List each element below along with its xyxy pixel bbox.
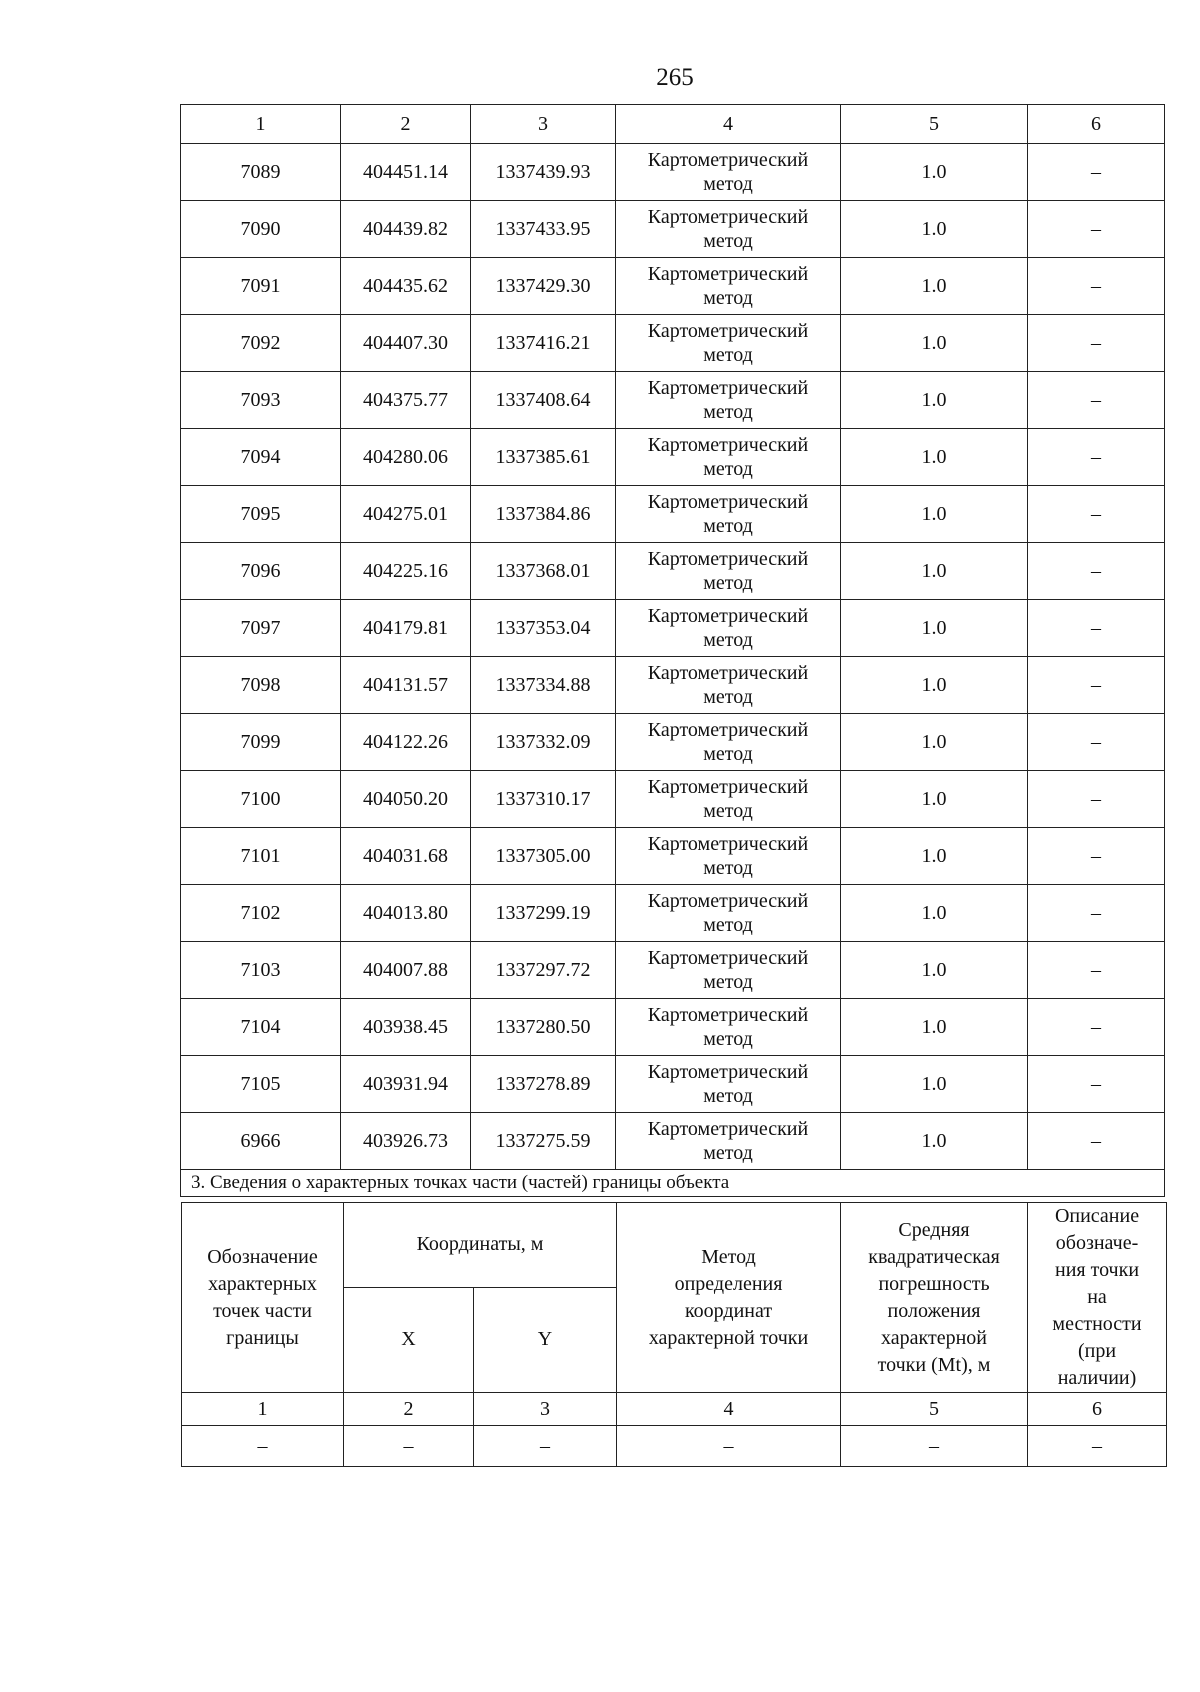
error-cell: 1.0	[841, 1056, 1028, 1113]
y-coordinate-cell: 1337368.01	[471, 543, 616, 600]
method-line: метод	[703, 743, 753, 765]
x-coordinate-cell: 403938.45	[341, 999, 471, 1056]
method-cell	[616, 999, 841, 1056]
boundary-points-table	[180, 104, 1165, 1197]
point-number-cell: 7089	[181, 144, 341, 201]
method-line: Картометрический	[647, 833, 809, 855]
method-line: Картометрический	[647, 1118, 809, 1140]
description-cell: –	[1028, 828, 1165, 885]
x-coordinate-cell: 404275.01	[341, 486, 471, 543]
header-description: Описание обозначе- ния точки на местности (при наличии)	[1028, 1203, 1167, 1393]
y-coordinate-cell: 1337299.19	[471, 885, 616, 942]
method-line: Картометрический	[647, 662, 809, 684]
column-number-row	[181, 105, 1165, 144]
method-line: Картометрический	[647, 206, 809, 228]
table-row	[181, 1056, 1165, 1113]
description-cell: –	[1028, 600, 1165, 657]
error-cell: 1.0	[841, 258, 1028, 315]
description-cell: –	[1028, 372, 1165, 429]
error-cell: 1.0	[841, 600, 1028, 657]
method-cell	[616, 885, 841, 942]
y-coordinate-cell: 1337385.61	[471, 429, 616, 486]
method-cell	[616, 657, 841, 714]
column-number: 4	[617, 1393, 841, 1426]
point-number-cell: 7091	[181, 258, 341, 315]
point-number-cell: 7100	[181, 771, 341, 828]
x-coordinate-cell: 404407.30	[341, 315, 471, 372]
x-coordinate-cell: 404122.26	[341, 714, 471, 771]
table-row	[181, 942, 1165, 999]
point-number-cell: 7098	[181, 657, 341, 714]
method-line: метод	[703, 344, 753, 366]
header-coord-x: X	[344, 1287, 474, 1392]
description-cell: –	[1028, 144, 1165, 201]
description-cell: –	[1028, 429, 1165, 486]
y-coordinate-cell: 1337433.95	[471, 201, 616, 258]
y-coordinate-cell: 1337416.21	[471, 315, 616, 372]
empty-data-row	[182, 1426, 1167, 1467]
method-line: метод	[703, 515, 753, 537]
error-cell: 1.0	[841, 144, 1028, 201]
point-number-cell: 7103	[181, 942, 341, 999]
section-title-row	[181, 1170, 1165, 1197]
column-number: 6	[1028, 1393, 1167, 1426]
column-number: 2	[344, 1393, 474, 1426]
error-cell: 1.0	[841, 543, 1028, 600]
method-cell	[616, 201, 841, 258]
error-cell: 1.0	[841, 1113, 1028, 1170]
header-method: Метод определения координат характерной точки	[617, 1203, 841, 1393]
column-number: 2	[341, 105, 471, 144]
table-row	[181, 657, 1165, 714]
header-coordinates: Координаты, м	[344, 1203, 617, 1288]
header-coord-y: Y	[474, 1287, 617, 1392]
page-number: 265	[656, 64, 694, 91]
description-cell: –	[1028, 1056, 1165, 1113]
method-line: метод	[703, 287, 753, 309]
table-row	[181, 486, 1165, 543]
description-cell: –	[1028, 771, 1165, 828]
part-boundary-points-table	[181, 1202, 1167, 1467]
method-cell	[616, 429, 841, 486]
method-cell	[616, 828, 841, 885]
table-row	[181, 315, 1165, 372]
method-line: Картометрический	[647, 491, 809, 513]
x-coordinate-cell: 404031.68	[341, 828, 471, 885]
y-coordinate-cell: 1337278.89	[471, 1056, 616, 1113]
x-coordinate-cell: 404050.20	[341, 771, 471, 828]
error-cell: 1.0	[841, 315, 1028, 372]
x-coordinate-cell: 403926.73	[341, 1113, 471, 1170]
description-cell: –	[1028, 942, 1165, 999]
x-coordinate-cell: 404451.14	[341, 144, 471, 201]
point-number-cell: 7099	[181, 714, 341, 771]
y-coordinate-cell: 1337332.09	[471, 714, 616, 771]
table-row	[181, 144, 1165, 201]
x-coordinate-cell: 404225.16	[341, 543, 471, 600]
point-number-cell: 6966	[181, 1113, 341, 1170]
error-cell: 1.0	[841, 486, 1028, 543]
description-cell: –	[1028, 1113, 1165, 1170]
method-cell	[616, 144, 841, 201]
table-cell: –	[344, 1426, 474, 1467]
table-row	[181, 201, 1165, 258]
method-line: метод	[703, 401, 753, 423]
point-number-cell: 7095	[181, 486, 341, 543]
column-number: 6	[1028, 105, 1165, 144]
method-line: метод	[703, 230, 753, 252]
error-cell: 1.0	[841, 828, 1028, 885]
method-cell	[616, 372, 841, 429]
error-cell: 1.0	[841, 885, 1028, 942]
error-cell: 1.0	[841, 942, 1028, 999]
method-line: Картометрический	[647, 320, 809, 342]
method-line: метод	[703, 629, 753, 651]
table-row	[181, 771, 1165, 828]
table-row	[181, 828, 1165, 885]
method-line: Картометрический	[647, 548, 809, 570]
method-line: метод	[703, 1142, 753, 1164]
table-row	[181, 1113, 1165, 1170]
table-row	[181, 543, 1165, 600]
error-cell: 1.0	[841, 714, 1028, 771]
method-cell	[616, 771, 841, 828]
header-point-designation: Обозначение характерных точек части границы	[182, 1203, 344, 1393]
error-cell: 1.0	[841, 771, 1028, 828]
column-number: 5	[841, 1393, 1028, 1426]
table-cell: –	[474, 1426, 617, 1467]
table-cell: –	[1028, 1426, 1167, 1467]
point-number-cell: 7093	[181, 372, 341, 429]
x-coordinate-cell: 404439.82	[341, 201, 471, 258]
table-row	[181, 600, 1165, 657]
point-number-cell: 7090	[181, 201, 341, 258]
method-line: Картометрический	[647, 719, 809, 741]
method-line: Картометрический	[647, 605, 809, 627]
y-coordinate-cell: 1337275.59	[471, 1113, 616, 1170]
x-coordinate-cell: 404375.77	[341, 372, 471, 429]
point-number-cell: 7092	[181, 315, 341, 372]
column-number: 3	[471, 105, 616, 144]
point-number-cell: 7096	[181, 543, 341, 600]
method-line: Картометрический	[647, 1004, 809, 1026]
method-cell	[616, 942, 841, 999]
method-line: Картометрический	[647, 263, 809, 285]
method-cell	[616, 714, 841, 771]
method-line: метод	[703, 1085, 753, 1107]
table-row	[181, 258, 1165, 315]
column-number: 1	[182, 1393, 344, 1426]
y-coordinate-cell: 1337384.86	[471, 486, 616, 543]
column-number: 1	[181, 105, 341, 144]
x-coordinate-cell: 404007.88	[341, 942, 471, 999]
x-coordinate-cell: 404280.06	[341, 429, 471, 486]
description-cell: –	[1028, 258, 1165, 315]
method-line: Картометрический	[647, 377, 809, 399]
x-coordinate-cell: 403931.94	[341, 1056, 471, 1113]
error-cell: 1.0	[841, 999, 1028, 1056]
error-cell: 1.0	[841, 372, 1028, 429]
error-cell: 1.0	[841, 429, 1028, 486]
header-row	[182, 1203, 1167, 1288]
error-cell: 1.0	[841, 201, 1028, 258]
method-line: Картометрический	[647, 947, 809, 969]
section-title: 3. Сведения о характерных точках части (частей) границы объекта	[181, 1170, 1165, 1197]
method-cell	[616, 258, 841, 315]
table-row	[181, 885, 1165, 942]
description-cell: –	[1028, 999, 1165, 1056]
y-coordinate-cell: 1337305.00	[471, 828, 616, 885]
x-coordinate-cell: 404435.62	[341, 258, 471, 315]
method-line: метод	[703, 914, 753, 936]
method-line: метод	[703, 1028, 753, 1050]
y-coordinate-cell: 1337280.50	[471, 999, 616, 1056]
column-number: 3	[474, 1393, 617, 1426]
method-line: Картометрический	[647, 1061, 809, 1083]
description-cell: –	[1028, 657, 1165, 714]
table-row	[181, 714, 1165, 771]
method-cell	[616, 1113, 841, 1170]
description-cell: –	[1028, 543, 1165, 600]
column-number: 4	[616, 105, 841, 144]
header-error: Средняя квадратическая погрешность положения характерной точки (Mt), м	[841, 1203, 1028, 1393]
method-cell	[616, 486, 841, 543]
method-line: метод	[703, 686, 753, 708]
table-row	[181, 999, 1165, 1056]
method-cell	[616, 315, 841, 372]
y-coordinate-cell: 1337310.17	[471, 771, 616, 828]
method-line: Картометрический	[647, 149, 809, 171]
method-line: метод	[703, 971, 753, 993]
point-number-cell: 7105	[181, 1056, 341, 1113]
table-cell: –	[841, 1426, 1028, 1467]
y-coordinate-cell: 1337429.30	[471, 258, 616, 315]
method-cell	[616, 543, 841, 600]
table-row	[181, 372, 1165, 429]
description-cell: –	[1028, 201, 1165, 258]
description-cell: –	[1028, 315, 1165, 372]
point-number-cell: 7102	[181, 885, 341, 942]
x-coordinate-cell: 404179.81	[341, 600, 471, 657]
method-cell	[616, 600, 841, 657]
x-coordinate-cell: 404131.57	[341, 657, 471, 714]
method-line: метод	[703, 800, 753, 822]
y-coordinate-cell: 1337353.04	[471, 600, 616, 657]
y-coordinate-cell: 1337408.64	[471, 372, 616, 429]
method-line: метод	[703, 857, 753, 879]
method-line: Картометрический	[647, 434, 809, 456]
method-line: метод	[703, 572, 753, 594]
x-coordinate-cell: 404013.80	[341, 885, 471, 942]
point-number-cell: 7097	[181, 600, 341, 657]
column-number-row	[182, 1393, 1167, 1426]
method-line: метод	[703, 458, 753, 480]
y-coordinate-cell: 1337297.72	[471, 942, 616, 999]
table-row	[181, 429, 1165, 486]
method-cell	[616, 1056, 841, 1113]
method-line: Картометрический	[647, 890, 809, 912]
description-cell: –	[1028, 486, 1165, 543]
y-coordinate-cell: 1337439.93	[471, 144, 616, 201]
description-cell: –	[1028, 885, 1165, 942]
table-cell: –	[617, 1426, 841, 1467]
point-number-cell: 7104	[181, 999, 341, 1056]
error-cell: 1.0	[841, 657, 1028, 714]
y-coordinate-cell: 1337334.88	[471, 657, 616, 714]
method-line: Картометрический	[647, 776, 809, 798]
point-number-cell: 7094	[181, 429, 341, 486]
column-number: 5	[841, 105, 1028, 144]
method-line: метод	[703, 173, 753, 195]
table-cell: –	[182, 1426, 344, 1467]
point-number-cell: 7101	[181, 828, 341, 885]
description-cell: –	[1028, 714, 1165, 771]
